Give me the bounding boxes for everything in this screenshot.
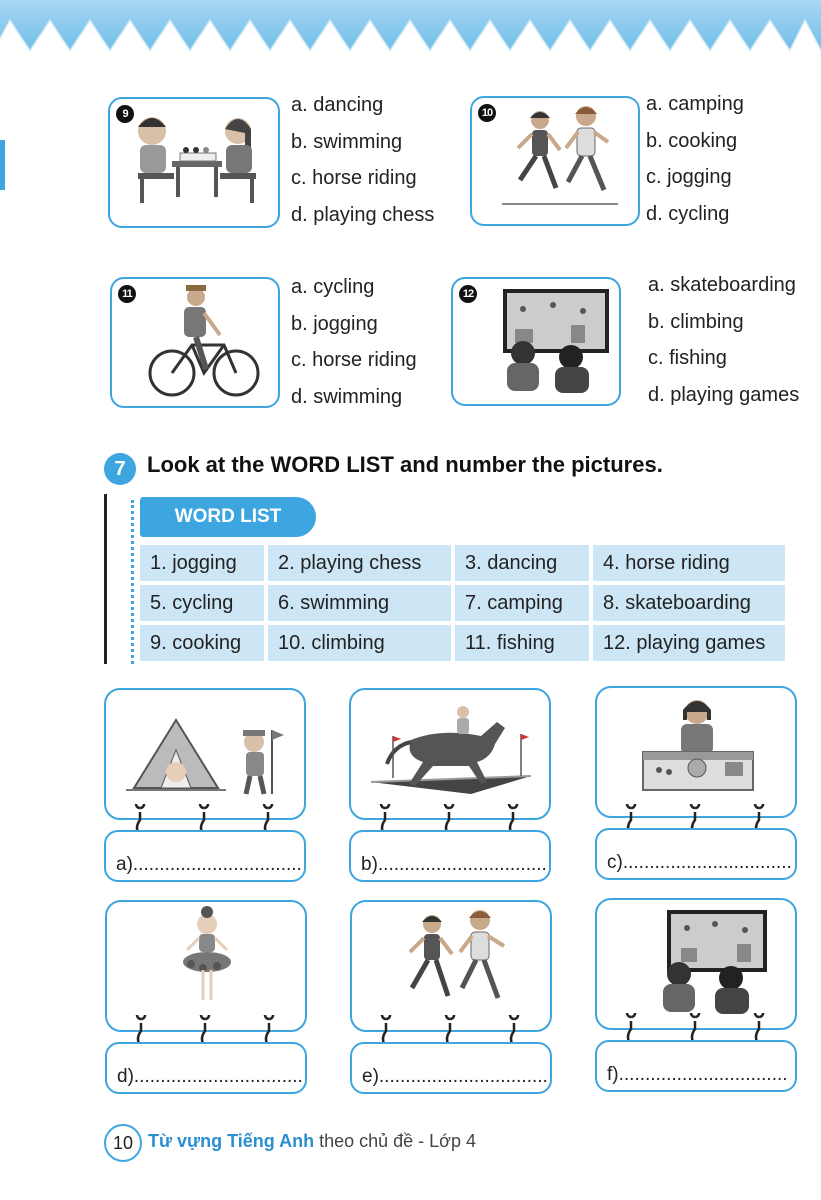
card-c-answer[interactable] bbox=[595, 828, 797, 880]
question-number-badge: 11 bbox=[118, 285, 136, 303]
option-a[interactable]: a. cycling bbox=[291, 276, 375, 298]
word-list-cell: 12. playing games bbox=[593, 625, 785, 661]
answer-label: c)................................ bbox=[607, 852, 792, 873]
question-9-options bbox=[291, 87, 434, 233]
word-list-cell: 4. horse riding bbox=[593, 545, 785, 581]
card-d-answer[interactable] bbox=[105, 1042, 307, 1094]
card-d-picture bbox=[105, 900, 307, 1032]
card-c-picture bbox=[595, 686, 797, 818]
question-10-options bbox=[646, 86, 744, 232]
word-list-divider bbox=[104, 494, 107, 664]
word-list-label: WORD LIST bbox=[140, 497, 316, 537]
card-a-picture bbox=[104, 688, 306, 820]
option-c[interactable]: c. horse riding bbox=[291, 167, 417, 189]
cooking-illustration bbox=[597, 688, 795, 816]
option-b[interactable]: b. swimming bbox=[291, 130, 403, 153]
option-c[interactable]: c. horse riding bbox=[291, 349, 417, 371]
question-number-badge: 9 bbox=[116, 105, 134, 123]
gamers-illustration bbox=[597, 900, 795, 1028]
card-a-answer[interactable] bbox=[104, 830, 306, 882]
card-e-answer[interactable] bbox=[350, 1042, 552, 1094]
option-d[interactable]: d. cycling bbox=[646, 202, 730, 225]
word-list-cell: 10. climbing bbox=[268, 625, 451, 661]
page-edge-mark bbox=[0, 140, 5, 190]
dancing-illustration bbox=[107, 902, 305, 1030]
book-title bbox=[148, 1131, 476, 1152]
word-list-cell: 6. swimming bbox=[268, 585, 451, 621]
option-d[interactable]: d. playing chess bbox=[291, 203, 435, 226]
horse-riding-illustration bbox=[351, 690, 549, 818]
book-title-bold: Từ vựng Tiếng Anh bbox=[148, 1131, 315, 1151]
book-title-rest: theo chủ đề - Lớp 4 bbox=[314, 1131, 476, 1151]
top-banner bbox=[0, 0, 821, 70]
question-9-picture bbox=[108, 97, 280, 228]
word-list-cell: 2. playing chess bbox=[268, 545, 451, 581]
question-12-options bbox=[648, 267, 799, 413]
exercise-title: Look at the WORD LIST and number the pictures. bbox=[147, 452, 663, 477]
exercise-number-badge: 7 bbox=[104, 453, 136, 485]
option-c[interactable]: c. jogging bbox=[646, 166, 732, 188]
answer-label: a)................................ bbox=[116, 854, 302, 875]
joggers-illustration bbox=[472, 98, 638, 224]
word-list-cell: 11. fishing bbox=[455, 625, 589, 661]
question-10-picture bbox=[470, 96, 640, 226]
word-list-cell: 9. cooking bbox=[140, 625, 264, 661]
card-e-picture bbox=[350, 900, 552, 1032]
word-list-cell: 5. cycling bbox=[140, 585, 264, 621]
question-11-picture bbox=[110, 277, 280, 408]
cyclist-illustration bbox=[112, 279, 278, 406]
gamers-illustration bbox=[453, 279, 619, 404]
option-b[interactable]: b. jogging bbox=[291, 312, 378, 335]
question-11-options bbox=[291, 269, 417, 415]
card-f-answer[interactable] bbox=[595, 1040, 797, 1092]
page-number: 10 bbox=[104, 1124, 142, 1162]
word-list-cell: 3. dancing bbox=[455, 545, 589, 581]
word-list-cell: 1. jogging bbox=[140, 545, 264, 581]
answer-label: e)................................ bbox=[362, 1066, 548, 1087]
word-list-dotted-border bbox=[131, 500, 134, 664]
option-a[interactable]: a. camping bbox=[646, 93, 744, 115]
card-b-picture bbox=[349, 688, 551, 820]
option-c[interactable]: c. fishing bbox=[648, 347, 727, 369]
camping-illustration bbox=[106, 690, 304, 818]
word-list-cell: 7. camping bbox=[455, 585, 589, 621]
answer-label: d)................................ bbox=[117, 1066, 303, 1087]
question-12-picture bbox=[451, 277, 621, 406]
answer-label: f)................................ bbox=[607, 1064, 788, 1085]
card-b-answer[interactable] bbox=[349, 830, 551, 882]
answer-label: b)................................ bbox=[361, 854, 547, 875]
word-list-cell: 8. skateboarding bbox=[593, 585, 785, 621]
question-number-badge: 10 bbox=[478, 104, 496, 122]
card-f-picture bbox=[595, 898, 797, 1030]
chess-players-illustration bbox=[110, 99, 278, 226]
question-number-badge: 12 bbox=[459, 285, 477, 303]
option-d[interactable]: d. playing games bbox=[648, 383, 800, 406]
option-d[interactable]: d. swimming bbox=[291, 385, 403, 408]
joggers-illustration bbox=[352, 902, 550, 1030]
option-b[interactable]: b. climbing bbox=[648, 310, 744, 333]
option-a[interactable]: a. dancing bbox=[291, 94, 384, 116]
option-a[interactable]: a. skateboarding bbox=[648, 274, 796, 296]
option-b[interactable]: b. cooking bbox=[646, 129, 738, 152]
